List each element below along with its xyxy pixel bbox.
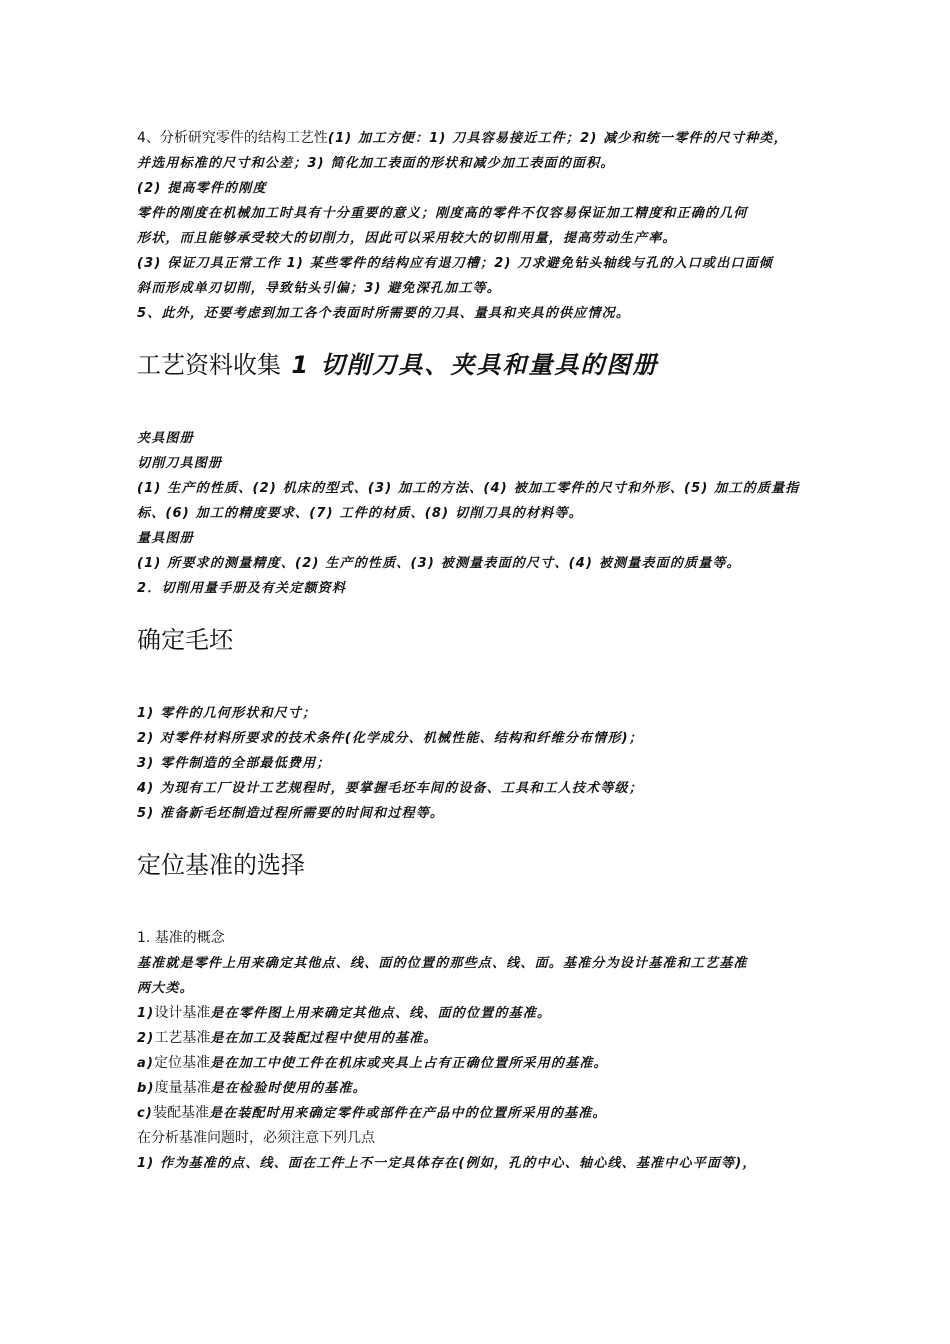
data-line-5: 量具图册 <box>137 531 194 546</box>
datum-line-10: 1) 作为基准的点、线、面在工件上不一定具体存在(例如，孔的中心、轴心线、基准中心平面等)， <box>137 1156 757 1171</box>
section-heading-datum: 定位基准的选择 <box>137 851 305 879</box>
datum-line-5 <box>137 1026 867 1051</box>
datum-line-4-term: 设计基准 <box>154 1005 211 1021</box>
heading-data-plain: 工艺资料收集 <box>137 351 281 379</box>
spacer <box>137 826 867 848</box>
datum-line-8-term: 装配基准 <box>153 1105 210 1121</box>
heading-data-styled: 1 切削刀具、夹具和量具的图册 <box>281 351 659 379</box>
spacer <box>137 601 867 623</box>
datum-line-8-text: 是在装配时用来确定零件或部件在产品中的位置所采用的基准。 <box>209 1106 607 1121</box>
datum-line-7-term: 度量基准 <box>154 1080 211 1096</box>
datum-line-5-num: 2) <box>137 1031 155 1046</box>
structure-line-4: 零件的刚度在机械加工时具有十分重要的意义；刚度高的零件不仅容易保证加工精度和正确的几何 <box>137 206 748 221</box>
datum-line-9: 在分析基准问题时，必须注意下列几点 <box>137 1130 375 1146</box>
datum-line-2: 基准就是零件上用来确定其他点、线、面的位置的那些点、线、面。基准分为设计基准和工艺基准 <box>137 956 748 971</box>
datum-line-7-num: b) <box>137 1081 155 1096</box>
data-line-2: 切削刀具图册 <box>137 456 223 471</box>
blank-line-3: 3) 零件制造的全部最低费用； <box>137 756 331 771</box>
datum-line-5-term: 工艺基准 <box>154 1030 211 1046</box>
structure-line-7: 斜而形成单刃切削，导致钻头引偏；3) 避免深孔加工等。 <box>137 281 501 296</box>
data-line-6: (1) 所要求的测量精度、(2) 生产的性质、(3) 被测量表面的尺寸、(4) 被测量表面的质量等。 <box>137 556 741 571</box>
blank-line-5: 5) 准备新毛坯制造过程所需要的时间和过程等。 <box>137 806 445 821</box>
section-heading-data <box>137 348 867 382</box>
structure-line-6: (3) 保证刀具正常工作 1) 某些零件的结构应有退刀槽；2) 刀求避免钻头轴线与孔的入口或出口面倾 <box>137 256 774 271</box>
structure-line-1-text: (1) 加工方便：1) 刀具容易接近工件；2) 减少和统一零件的尺寸种类， <box>327 131 788 146</box>
structure-line-8: 5、此外，还要考虑到加工各个表面时所需要的刀具、量具和夹具的供应情况。 <box>137 306 631 321</box>
spacer <box>137 657 867 701</box>
datum-line-8 <box>137 1101 867 1126</box>
structure-title: 4、分析研究零件的结构工艺性 <box>137 130 328 146</box>
datum-line-4-num: 1) <box>137 1006 155 1021</box>
datum-line-4-text: 是在零件图上用来确定其他点、线、面的位置的基准。 <box>210 1006 552 1021</box>
structure-line-3: (2) 提高零件的刚度 <box>137 181 267 196</box>
blank-line-1: 1) 零件的几何形状和尺寸； <box>137 706 317 721</box>
datum-line-7 <box>137 1076 867 1101</box>
datum-line-6-text: 是在加工中使工件在机床或夹具上占有正确位置所采用的基准。 <box>210 1056 608 1071</box>
spacer <box>137 382 867 426</box>
section-heading-blank: 确定毛坯 <box>137 626 233 654</box>
data-line-7: 2．切削用量手册及有关定额资料 <box>137 581 347 596</box>
structure-line-1 <box>137 126 867 151</box>
data-line-3: (1) 生产的性质、(2) 机床的型式、(3) 加工的方法、(4) 被加工零件的尺寸和外形、(5) 加工的质量指 <box>137 481 800 496</box>
document-body <box>137 126 867 1176</box>
datum-line-3: 两大类。 <box>137 981 194 996</box>
datum-line-1: 1. 基准的概念 <box>137 930 225 946</box>
datum-line-6-num: a) <box>137 1056 155 1071</box>
datum-line-5-text: 是在加工及装配过程中使用的基准。 <box>210 1031 438 1046</box>
blank-line-2: 2) 对零件材料所要求的技术条件(化学成分、机械性能、结构和纤维分布情形)； <box>137 731 643 746</box>
data-line-1: 夹具图册 <box>137 431 194 446</box>
datum-line-6-term: 定位基准 <box>154 1055 211 1071</box>
structure-line-5: 形状，而且能够承受较大的切削力，因此可以采用较大的切削用量，提高劳动生产率。 <box>137 231 677 246</box>
data-line-4: 标、(6) 加工的精度要求、(7) 工件的材质、(8) 切削刀具的材料等。 <box>137 506 583 521</box>
spacer <box>137 882 867 926</box>
spacer <box>137 326 867 348</box>
structure-line-2: 并选用标准的尺寸和公差；3) 简化加工表面的形状和减少加工表面的面积。 <box>137 156 615 171</box>
blank-line-4: 4) 为现有工厂设计工艺规程时，要掌握毛坯车间的设备、工具和工人技术等级； <box>137 781 643 796</box>
datum-line-7-text: 是在检验时使用的基准。 <box>210 1081 367 1096</box>
datum-line-4 <box>137 1001 867 1026</box>
datum-line-8-num: c) <box>137 1106 154 1121</box>
datum-line-6 <box>137 1051 867 1076</box>
